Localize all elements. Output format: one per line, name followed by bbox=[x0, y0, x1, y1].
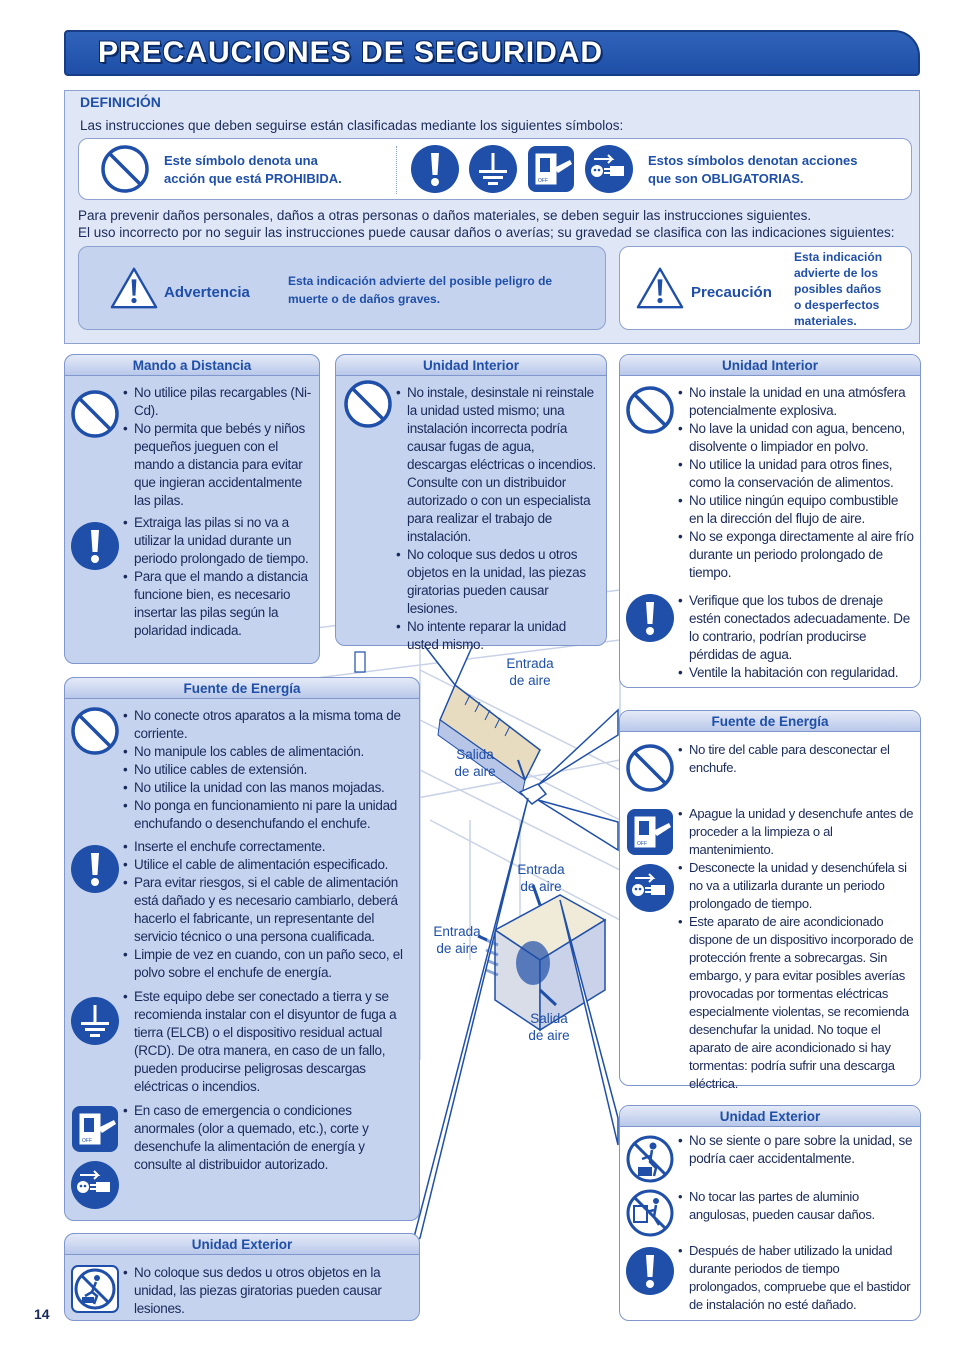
list-item: • Utilice el cable de alimentación especificado. bbox=[123, 856, 413, 874]
panel-title: Fuente de Energía bbox=[65, 678, 419, 699]
panel-power-supply-1 bbox=[64, 677, 420, 1221]
list-item: • No intente reparar la unidad usted mismo. bbox=[396, 618, 596, 654]
list-item: • Desconecte la unidad y desenchúfela si no va a utilizarla durante un periodo prolongado de tiempo. bbox=[678, 859, 914, 913]
mandatory-line-1: Estos símbolos denotan acciones bbox=[648, 153, 858, 168]
mandatory-icon bbox=[70, 844, 120, 894]
caution-line: posibles daños bbox=[794, 282, 882, 296]
prohibit-icon bbox=[625, 385, 675, 435]
list-item: • No instale, desinstale ni reinstale la unidad usted mismo; una instalación incorrecta podría causar fugas de agua, descargas eléctricas o incendios. Consulte con un distribuidor autorizado o con un especialista para realizar el trabajo de instalación. bbox=[396, 384, 596, 546]
power-1-mandatory-list bbox=[123, 838, 413, 982]
prohibited-line-2: acción que está PROHIBIDA. bbox=[164, 171, 342, 186]
unplug-icon bbox=[584, 144, 634, 194]
power-1-emergency-list bbox=[123, 1102, 413, 1174]
list-item: • No utilice pilas recargables (Ni-Cd). bbox=[123, 384, 319, 420]
page-number: 14 bbox=[34, 1306, 50, 1322]
indoor-inlet-label bbox=[497, 655, 563, 689]
list-item: • No se siente o pare sobre la unidad, se podría caer accidentalmente. bbox=[678, 1132, 914, 1168]
prohibit-icon bbox=[343, 379, 393, 429]
list-item: • No permita que bebés y niños pequeños jueguen con el mando a distancia para evitar que ingieran accidentalmente las pilas. bbox=[123, 420, 319, 510]
list-item: • No instale la unidad en una atmósfera potencialmente explosiva. bbox=[678, 384, 914, 420]
definition-para-2: El uso incorrecto por no seguir las instrucciones puede causar daños o averías; su gravedad se clasifica con las indicaciones siguientes: bbox=[78, 225, 895, 240]
power-2-prohibit-list bbox=[678, 741, 914, 777]
prohibit-icon bbox=[70, 706, 120, 756]
list-item: • No manipule los cables de alimentación. bbox=[123, 743, 413, 761]
list-item: • Este aparato de aire acondicionado dispone de un dispositivo incorporado de protección frente a sobrecargas. Sin embargo, y para evitar posibles averías provocadas por tormentas eléctricas especialmente violentas, se recomienda desenchufar la unidad. No toque el aparato de aire acondicionado si hay tormentas: podría sufrir una descarga eléctrica. bbox=[678, 913, 914, 1093]
caution-line: Esta indicación bbox=[794, 250, 883, 264]
list-item: • No coloque sus dedos u otros objetos en la unidad, las piezas giratorias pueden causar lesiones. bbox=[396, 546, 596, 618]
warning-description bbox=[288, 272, 552, 308]
mandatory-description bbox=[648, 152, 858, 188]
list-item: • Para evitar riesgos, si el cable de alimentación está dañado y es necesario cambiarlo, deberá hacerlo el fabricante, un representante del servicio técnico o una persona cualificada. bbox=[123, 874, 413, 946]
mandatory-icon bbox=[625, 1246, 675, 1296]
caution-line: advierte de los bbox=[794, 266, 879, 280]
list-item: • Inserte el enchufe correctamente. bbox=[123, 838, 413, 856]
panel-power-supply-2 bbox=[619, 710, 921, 1091]
list-item: • Para que el mando a distancia funcione bien, es necesario insertar las pilas según la polaridad indicada. bbox=[123, 568, 319, 640]
outdoor-inlet-top-label bbox=[508, 861, 574, 895]
outdoor-2-sit-list bbox=[678, 1132, 914, 1168]
panel-outdoor-unit-2 bbox=[619, 1105, 921, 1321]
indoor-2-mandatory-list bbox=[678, 592, 914, 682]
indoor-outlet-label bbox=[442, 746, 508, 780]
warning-triangle-icon bbox=[110, 266, 158, 310]
list-item: • No tire del cable para desconectar el enchufe. bbox=[678, 741, 914, 777]
list-item: • No se exponga directamente al aire frío durante un periodo prolongado de tiempo. bbox=[678, 528, 914, 582]
no-finger-icon bbox=[70, 1264, 120, 1314]
list-item: • No utilice la unidad para otros fines, como la conservación de alimentos. bbox=[678, 456, 914, 492]
panel-title: Unidad Interior bbox=[336, 355, 606, 376]
ground-icon bbox=[70, 996, 120, 1046]
switch-off-icon bbox=[625, 807, 675, 857]
warning-line-2: muerte o de daños graves. bbox=[288, 292, 441, 306]
panel-title: Unidad Exterior bbox=[65, 1234, 419, 1255]
panel-title: Unidad Exterior bbox=[620, 1106, 920, 1127]
panel-title: Mando a Distancia bbox=[65, 355, 319, 376]
page-title-bar bbox=[64, 30, 920, 76]
list-item: • En caso de emergencia o condiciones anormales (olor a quemado, etc.), corte y desenchufe la alimentación de energía y consulte al distribuidor autorizado. bbox=[123, 1102, 413, 1174]
label-line: Entrada bbox=[506, 656, 554, 671]
outdoor-2-touch-list bbox=[678, 1188, 914, 1224]
list-item: • Verifique que los tubos de drenaje estén conectados adecuadamente. De lo contrario, podrían producirse pérdidas de agua. bbox=[678, 592, 914, 664]
switch-off-icon bbox=[526, 144, 576, 194]
power-1-prohibit-list bbox=[123, 707, 413, 833]
list-item: • Extraiga las pilas si no va a utilizar la unidad durante un periodo prolongado de tiempo. bbox=[123, 514, 319, 568]
definition-heading: DEFINICIÓN bbox=[80, 94, 161, 110]
prohibit-icon bbox=[70, 389, 120, 439]
list-item: • No utilice ningún equipo combustible en la dirección del flujo de aire. bbox=[678, 492, 914, 528]
prohibit-icon bbox=[100, 144, 150, 194]
definition-intro: Las instrucciones que deben seguirse están clasificadas mediante los siguientes símbolos: bbox=[80, 118, 624, 133]
caution-line: o desperfectos bbox=[794, 298, 880, 312]
caution-description bbox=[794, 249, 882, 329]
outdoor-2-mandatory-list bbox=[678, 1242, 914, 1314]
panel-outdoor-unit-1 bbox=[64, 1233, 420, 1321]
remote-mandatory-list bbox=[123, 514, 319, 640]
indoor-prohibit-list bbox=[396, 384, 596, 654]
unplug-icon bbox=[625, 863, 675, 913]
page-title: PRECAUCIONES DE SEGURIDAD bbox=[98, 36, 604, 69]
label-line: Entrada bbox=[517, 862, 565, 877]
list-item: • Después de haber utilizado la unidad durante periodos de tiempo prolongados, compruebe que el bastidor de instalación no esté dañado. bbox=[678, 1242, 914, 1314]
unplug-icon bbox=[70, 1160, 120, 1210]
caution-label: Precaución bbox=[691, 284, 772, 301]
power-2-mandatory-list bbox=[678, 805, 914, 1093]
power-1-ground-list bbox=[123, 988, 413, 1096]
mandatory-icon bbox=[625, 593, 675, 643]
panel-remote-control bbox=[64, 354, 320, 664]
list-item: • Limpie de vez en cuando, con un paño seco, el polvo sobre el enchufe de energía. bbox=[123, 946, 413, 982]
label-line: de aire bbox=[509, 673, 551, 688]
label-line: de aire bbox=[436, 941, 478, 956]
list-item: • No coloque sus dedos u otros objetos en la unidad, las piezas giratorias pueden causar lesiones. bbox=[123, 1264, 413, 1318]
mandatory-icon bbox=[410, 144, 460, 194]
caution-line: materiales. bbox=[794, 314, 857, 328]
label-line: de aire bbox=[520, 879, 562, 894]
label-line: Salida bbox=[456, 747, 494, 762]
outdoor-inlet-left-label bbox=[424, 923, 490, 957]
list-item: • Ventile la habitación con regularidad. bbox=[678, 664, 914, 682]
list-item: • No conecte otros aparatos a la misma toma de corriente. bbox=[123, 707, 413, 743]
warning-line-1: Esta indicación advierte del posible peligro de bbox=[288, 274, 553, 288]
mandatory-icon bbox=[70, 521, 120, 571]
label-line: Salida bbox=[530, 1011, 568, 1026]
panel-indoor-unit-2 bbox=[619, 354, 921, 688]
warning-label: Advertencia bbox=[164, 284, 250, 301]
list-item: • Este equipo debe ser conectado a tierra y se recomienda instalar con el disyuntor de fuga a tierra (ELCB) o el dispositivo residual actual (RCD). De otra manera, en caso de un fallo, pueden producirse peligrosas descargas eléctricas o incendios. bbox=[123, 988, 413, 1096]
indoor-2-prohibit-list bbox=[678, 384, 914, 582]
caution-triangle-icon bbox=[636, 266, 684, 310]
label-line: de aire bbox=[454, 764, 496, 779]
ground-icon bbox=[468, 144, 518, 194]
list-item: • No tocar las partes de aluminio angulosas, pueden causar daños. bbox=[678, 1188, 914, 1224]
list-item: • No lave la unidad con agua, benceno, disolvente o limpiador en polvo. bbox=[678, 420, 914, 456]
outdoor-outlet-label bbox=[516, 1010, 582, 1044]
prohibited-description bbox=[164, 152, 342, 188]
panel-title: Unidad Interior bbox=[620, 355, 920, 376]
panel-indoor-unit-1 bbox=[335, 354, 607, 652]
definition-para-1: Para prevenir daños personales, daños a otras personas o daños materiales, se deben seguir las instrucciones siguientes. bbox=[78, 208, 812, 223]
panel-title: Fuente de Energía bbox=[620, 711, 920, 732]
remote-prohibit-list bbox=[123, 384, 319, 510]
label-line: de aire bbox=[528, 1028, 570, 1043]
list-item: • No utilice la unidad con las manos mojadas. bbox=[123, 779, 413, 797]
list-item: • Apague la unidad y desenchufe antes de proceder a la limpieza o al mantenimiento. bbox=[678, 805, 914, 859]
prohibited-line-1: Este símbolo denota una bbox=[164, 153, 318, 168]
outdoor-1-prohibit-list bbox=[123, 1264, 413, 1318]
list-item: • No ponga en funcionamiento ni pare la unidad enchufando o desenchufando el enchufe. bbox=[123, 797, 413, 833]
label-line: Entrada bbox=[433, 924, 481, 939]
no-sitting-icon bbox=[625, 1134, 675, 1184]
no-touch-icon bbox=[625, 1188, 675, 1238]
switch-off-icon bbox=[70, 1104, 120, 1154]
legend-divider bbox=[396, 146, 397, 194]
mandatory-line-2: que son OBLIGATORIAS. bbox=[648, 171, 804, 186]
list-item: • No utilice cables de extensión. bbox=[123, 761, 413, 779]
prohibit-icon bbox=[625, 743, 675, 793]
